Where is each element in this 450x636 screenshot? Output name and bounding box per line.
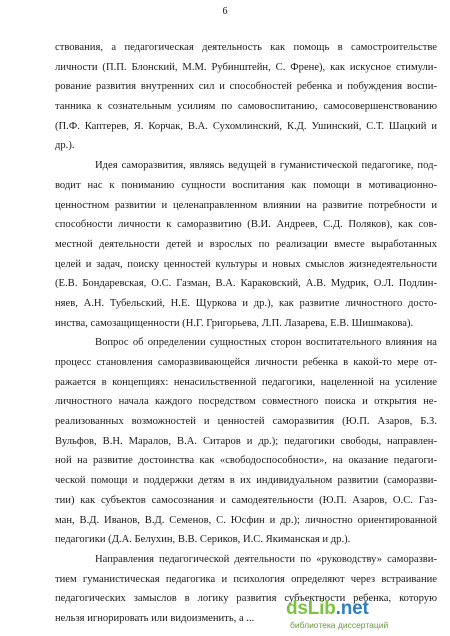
text-line: личности (П.П. Блонский, М.М. Рубинштейн, С. Френе), как искусное стимули- xyxy=(55,61,437,73)
text-line: реализованных возможностей и ценностей саморазвития (Ю.П. Азаров, Б.З. xyxy=(55,416,437,428)
text-line: ствования, а педагогическая деятельность как помощь в самостроительстве xyxy=(55,42,437,53)
watermark-logo-text: dsLib.net xyxy=(286,598,369,619)
watermark-logo xyxy=(286,598,436,630)
text-line: целей и задач, поиску ценностей культуры и новых смыслов жизнедеятельности xyxy=(55,258,437,270)
text-line: способности личности к саморазвитию (В.И. Андреев, С.Д. Поляков), как сов- xyxy=(55,219,437,231)
watermark-subtitle: библиотека диссертаций xyxy=(290,620,389,630)
text-line: ман, В.Д. Иванов, В.Д. Семенов, С. Юсфин и др.); личностно ориентированной xyxy=(55,514,437,526)
text-line: инства, самозащищенности (Н.Г. Григорьева, Л.П. Лазарева, Е.В. Шишмакова). xyxy=(55,317,414,329)
text-line: (П.Ф. Каптерев, Я. Корчак, В.А. Сухомлинский, К.Д. Ушинский, С.Т. Шацкий и xyxy=(55,120,437,132)
text-line: личностного начала каждого посредством совместного поиска и открытия не- xyxy=(55,396,437,408)
text-line: водит нас к пониманию сущности воспитания как помощи в мотивационно- xyxy=(55,179,437,191)
text-line: Направления педагогической деятельности по «руководству» саморазви- xyxy=(95,553,437,565)
text-line: педагогики (Д.А. Белухин, В.В. Сериков, И.С. Якиманская и др.). xyxy=(55,534,351,546)
text-line: ной на развитие достоинства как «свободоспособности», на оказание педагоги- xyxy=(55,455,437,467)
text-line: Идея саморазвития, являясь ведущей в гуманистической педагогике, под- xyxy=(95,160,437,172)
text-line: Вопрос об определении сущностных сторон воспитательного влияния на xyxy=(95,337,437,349)
text-line: рование развития внутренних сил и способностей ребенка и побуждения воспи- xyxy=(55,81,437,93)
text-line: танника к сознательным усилиям по самовоспитанию, самосовершенствованию xyxy=(55,101,437,113)
text-line: ценностном развитии и целенаправленном влиянии на развитие потребности и xyxy=(55,199,437,211)
text-line: местной деятельности детей и взрослых по реализации вместе выработанных xyxy=(55,238,437,250)
text-line: няев, А.Н. Тубельский, Н.Е. Щуркова и др.), как развитие личностного досто- xyxy=(55,297,437,309)
text-line: др.). xyxy=(55,140,75,152)
text-line: ражается в концепциях: ненасильственной педагогики, нацеленной на усиление xyxy=(55,376,437,388)
text-line: (Е.В. Бондаревская, О.С. Газман, В.А. Караковский, А.В. Мудрик, О.Л. Подлин- xyxy=(55,278,437,290)
text-line: тием гуманистическая педагогика и психология определяют через встраивание xyxy=(55,573,437,585)
text-line: тии) как субъектов самосознания и самодеятельности (Ю.П. Азаров, О.С. Газ- xyxy=(55,494,437,506)
page-number: 6 xyxy=(222,6,228,17)
text-line: нельзя игнорировать или видоизменить, а ... xyxy=(55,612,255,624)
text-line: процесс становления саморазвивающейся личности ребенка в какой-то мере от- xyxy=(55,357,437,368)
text-line: педагогических замыслов в логику развития субъектности ребенка, которую xyxy=(55,593,437,605)
text-line: ческой помощи и поддержки детям в их индивидуальном развитии (саморазви- xyxy=(55,475,437,487)
document-body xyxy=(55,38,437,629)
text-line: Вульфов, В.Н. Маралов, В.А. Ситаров и др.); педагогики свободы, направлен- xyxy=(55,435,437,447)
